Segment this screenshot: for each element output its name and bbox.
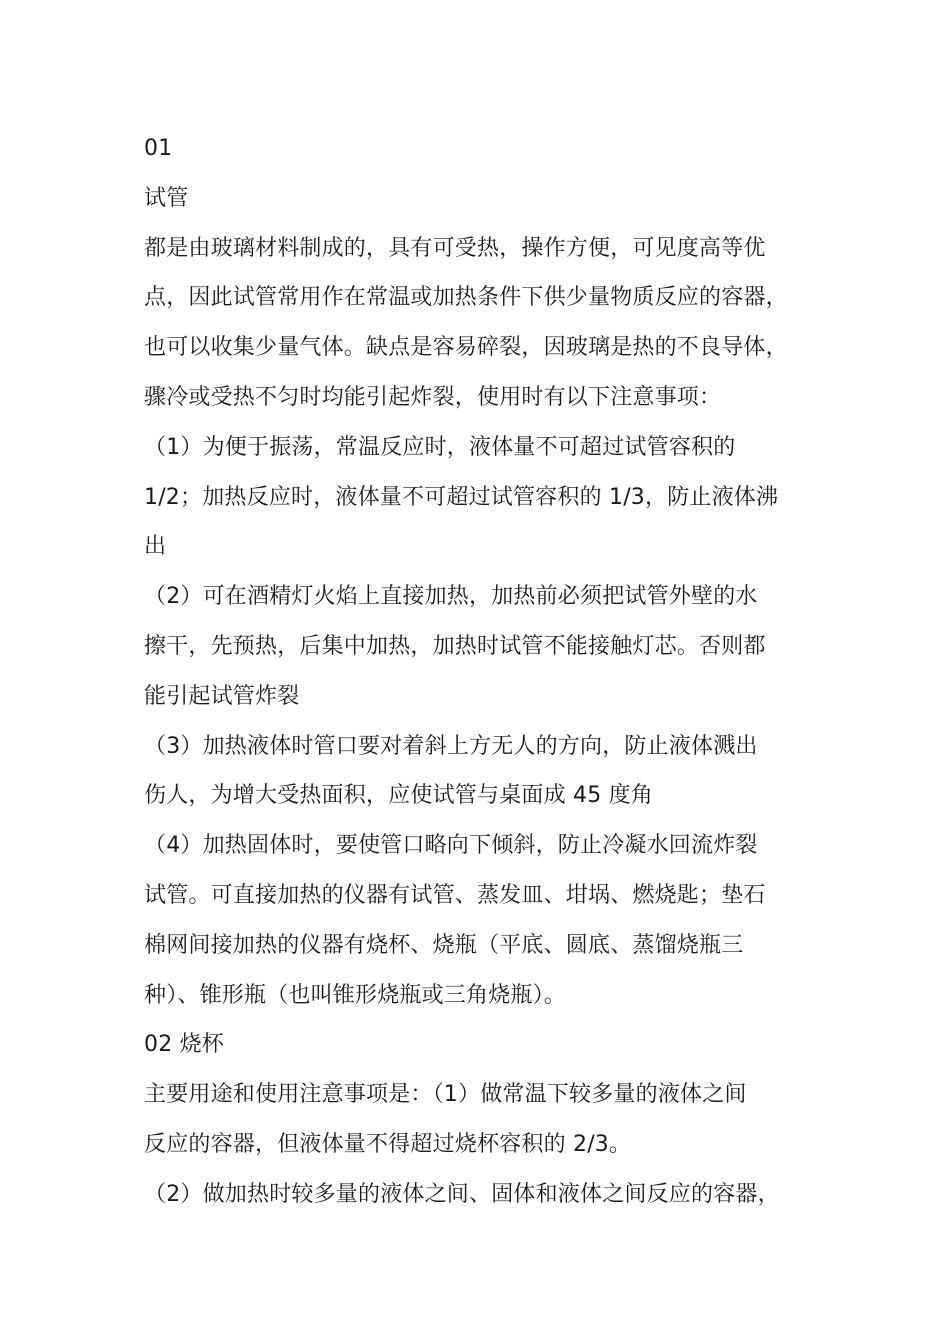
list-item-line: 出 bbox=[144, 534, 167, 560]
section-heading: 02 烧杯 bbox=[144, 1032, 224, 1058]
list-item-line: （2）做加热时较多量的液体之间、固体和液体之间反应的容器， bbox=[144, 1181, 780, 1207]
section-number: 01 bbox=[144, 136, 173, 161]
list-item-line: （4）加热固体时，要使管口略向下倾斜，防止冷凝水回流炸裂 bbox=[144, 833, 758, 859]
paragraph-line: 反应的容器，但液体量不得超过烧杯容积的 2/3。 bbox=[144, 1131, 632, 1157]
list-item-line: 伤人，为增大受热面积，应使试管与桌面成 45 度角 bbox=[144, 783, 653, 809]
paragraph-line: 主要用途和使用注意事项是：（1）做常温下较多量的液体之间 bbox=[144, 1082, 747, 1108]
list-item-line: 种）、锥形瓶（也叫锥形烧瓶或三角烧瓶）。 bbox=[144, 982, 567, 1008]
document-body bbox=[144, 124, 824, 1220]
list-item-line: 能引起试管炸裂 bbox=[144, 683, 300, 709]
paragraph-line: 点，因此试管常用作在常温或加热条件下供少量物质反应的容器， bbox=[144, 285, 788, 311]
list-item-line: 1/2；加热反应时，液体量不可超过试管容积的 1/3，防止液体沸 bbox=[144, 484, 779, 510]
list-item-line: （2）可在酒精灯火焰上直接加热，加热前必须把试管外壁的水 bbox=[144, 584, 758, 610]
list-item-line: 棉网间接加热的仪器有烧杯、烧瓶（平底、圆底、蒸馏烧瓶三 bbox=[144, 932, 744, 958]
list-item-line: （3）加热液体时管口要对着斜上方无人的方向，防止液体溅出 bbox=[144, 733, 758, 759]
paragraph-line: 骤冷或受热不匀时均能引起炸裂，使用时有以下注意事项： bbox=[144, 384, 722, 410]
list-item-line: （1）为便于振荡，常温反应时，液体量不可超过试管容积的 bbox=[144, 434, 736, 460]
section-heading: 试管 bbox=[144, 185, 189, 211]
list-item-line: 擦干，先预热，后集中加热，加热时试管不能接触灯芯。否则都 bbox=[144, 633, 766, 659]
list-item-line: 试管。可直接加热的仪器有试管、蒸发皿、坩埚、燃烧匙；垫石 bbox=[144, 882, 766, 908]
paragraph-line: 也可以收集少量气体。缺点是容易碎裂，因玻璃是热的不良导体， bbox=[144, 335, 788, 361]
paragraph-line: 都是由玻璃材料制成的，具有可受热，操作方便，可见度高等优 bbox=[144, 235, 766, 261]
